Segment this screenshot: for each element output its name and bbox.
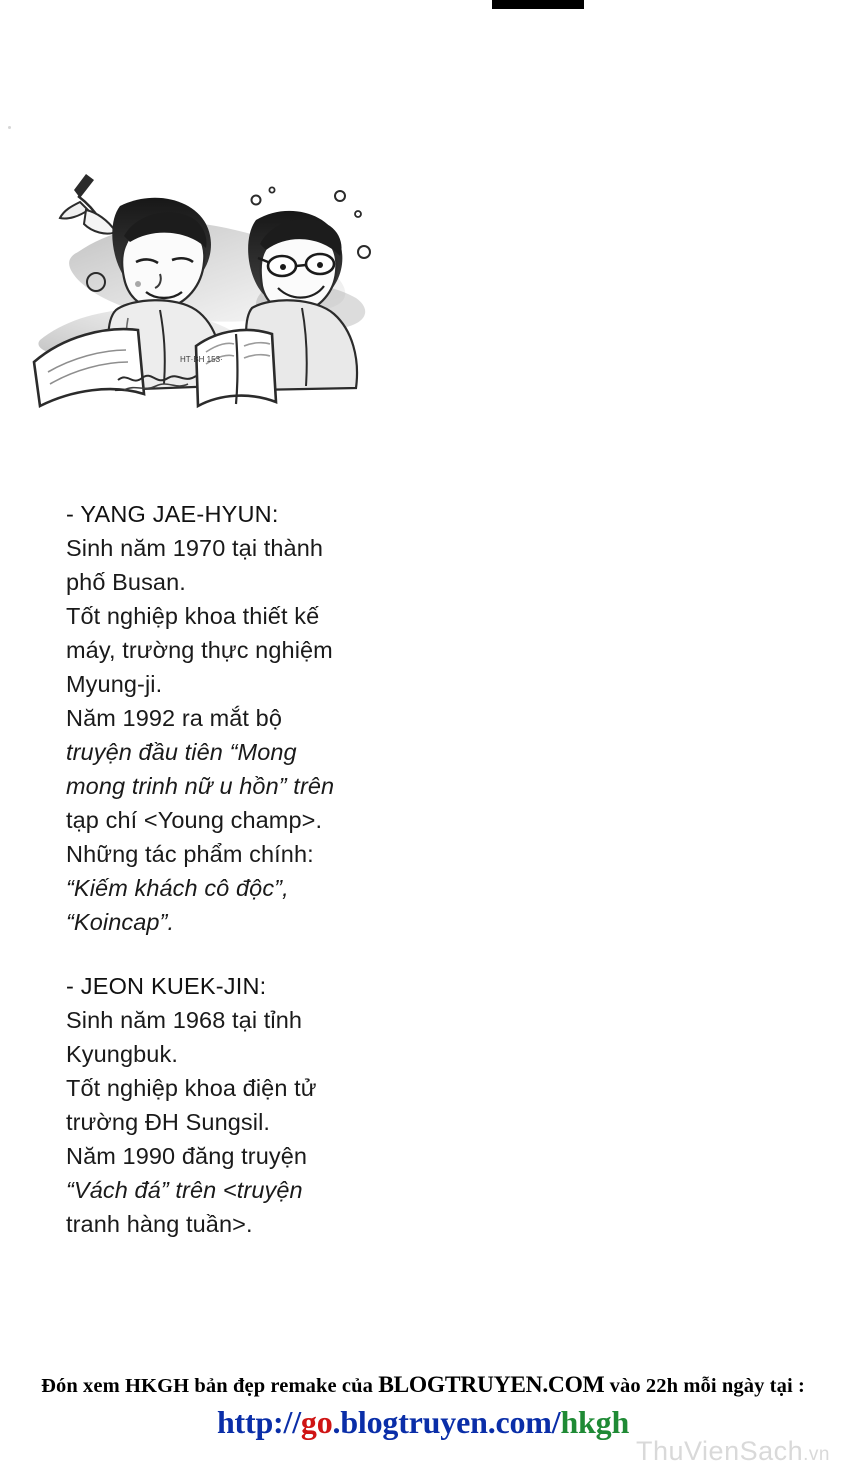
bio-jeon-kuek-jin: [66, 969, 396, 1241]
bio-line: [66, 769, 396, 803]
url-tld: .com: [487, 1404, 552, 1440]
bio-line: Tốt nghiệp khoa điện tử: [66, 1075, 317, 1101]
bio-line: phố Busan.: [66, 569, 186, 595]
bio-line: máy, trường thực nghiệm: [66, 637, 333, 663]
caricature-svg: [20, 140, 390, 410]
sketch-note-text: HT·BH 153·: [180, 355, 223, 364]
watermark: [636, 1436, 830, 1467]
bio-line: Sinh năm 1970 tại thành: [66, 535, 324, 561]
bio-name: - YANG JAE-HYUN:: [66, 501, 279, 527]
bio-line: [66, 905, 396, 939]
bio-line: tạp chí <Young champ>.: [66, 807, 323, 833]
bio-line: Kyungbuk.: [66, 1041, 178, 1067]
bio-line: Những tác phẩm chính:: [66, 841, 314, 867]
bio-line-italic: “Vách đá” trên <truyện: [66, 1177, 303, 1203]
url-dot: .: [332, 1404, 341, 1440]
bio-line: Myung-ji.: [66, 671, 163, 697]
bio-line-italic: “Kiếm khách cô độc”,: [66, 875, 289, 901]
promo-suffix: vào 22h mỗi ngày tại :: [604, 1375, 805, 1397]
top-black-bar: [492, 0, 584, 9]
url-scheme: http://: [216, 1404, 301, 1440]
watermark-suffix: .vn: [803, 1444, 830, 1465]
footer-promo: [0, 1372, 846, 1441]
url-subdomain: go: [300, 1404, 333, 1440]
bio-line: Tốt nghiệp khoa thiết kế: [66, 603, 320, 629]
url-domain: blogtruyen: [340, 1404, 488, 1440]
author-bios: [66, 497, 396, 1241]
authors-caricature-illustration: [20, 140, 390, 410]
bio-line: [66, 1173, 396, 1207]
bio-line: Năm 1990 đăng truyện: [66, 1143, 308, 1169]
bio-line: Năm 1992 ra mắt bộ: [66, 705, 283, 731]
bio-line-italic: mong trinh nữ u hồn” trên: [66, 773, 335, 799]
promo-text-line: [0, 1372, 846, 1399]
bio-line: [66, 871, 396, 905]
url-slash: /: [551, 1404, 561, 1440]
bio-line-italic: “Koincap”.: [66, 909, 175, 935]
stray-mark: [8, 126, 11, 129]
bio-line: trường ĐH Sungsil.: [66, 1109, 271, 1135]
bio-name: - JEON KUEK-JIN:: [66, 973, 267, 999]
promo-prefix: Đón xem HKGH bản đẹp remake của: [41, 1375, 379, 1397]
bio-line: Sinh năm 1968 tại tỉnh: [66, 1007, 303, 1033]
url-path: hkgh: [560, 1404, 630, 1440]
bio-line: [66, 735, 396, 769]
bio-yang-jae-hyun: [66, 497, 396, 939]
bio-line: tranh hàng tuần>.: [66, 1211, 253, 1237]
promo-site-name: BLOGTRUYEN.COM: [378, 1372, 605, 1398]
bio-line-italic: truyện đầu tiên “Mong: [66, 739, 297, 765]
watermark-main: ThuVienSach: [636, 1436, 804, 1466]
